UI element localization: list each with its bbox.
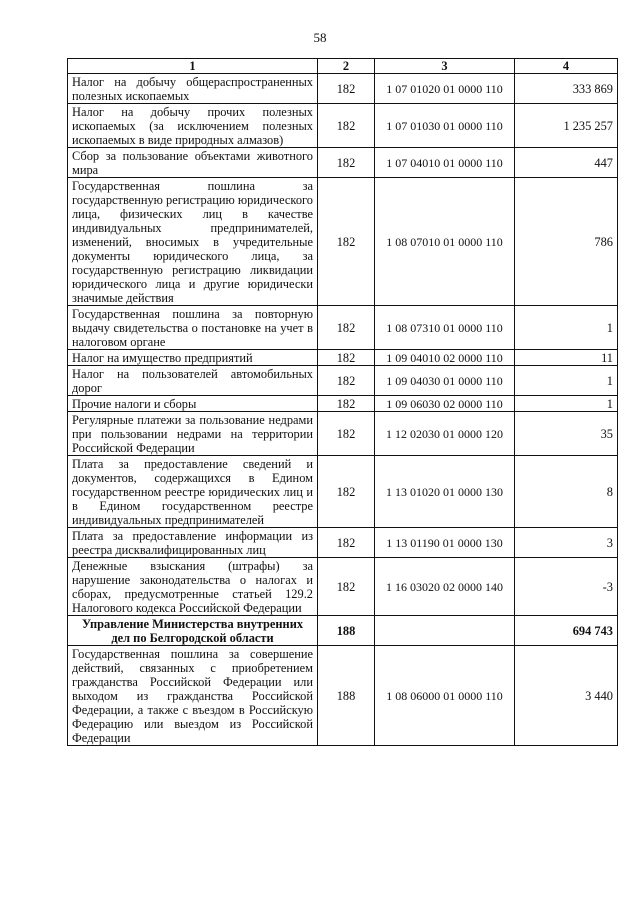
- budget-code-cell: 1 09 04010 02 0000 110: [375, 350, 515, 366]
- admin-code-cell: 182: [318, 528, 375, 558]
- name-cell: Регулярные платежи за пользование недрами при пользовании недрами на территории Российской Федерации: [68, 412, 318, 456]
- admin-code-cell: 182: [318, 456, 375, 528]
- table-row: [68, 456, 618, 528]
- table-row: [68, 412, 618, 456]
- admin-code-cell: 182: [318, 178, 375, 306]
- budget-code-cell: 1 09 04030 01 0000 110: [375, 366, 515, 396]
- table-row: [68, 350, 618, 366]
- table-row: [68, 178, 618, 306]
- header-col-2: 2: [318, 59, 375, 74]
- budget-code-cell: 1 13 01190 01 0000 130: [375, 528, 515, 558]
- amount-cell: 11: [515, 350, 618, 366]
- amount-cell: 1: [515, 396, 618, 412]
- budget-code-cell: 1 12 02030 01 0000 120: [375, 412, 515, 456]
- name-cell: Плата за предоставление информации из реестра дисквалифицированных лиц: [68, 528, 318, 558]
- amount-cell: 8: [515, 456, 618, 528]
- table-row: [68, 396, 618, 412]
- table-row: [68, 616, 618, 646]
- header-col-1: 1: [68, 59, 318, 74]
- name-cell: Сбор за пользование объектами животного мира: [68, 148, 318, 178]
- name-cell: Денежные взыскания (штрафы) за нарушение законодательства о налогах и сборах, предусмотренные статьей 129.2 Налогового кодекса Российской Федерации: [68, 558, 318, 616]
- admin-code-cell: 182: [318, 396, 375, 412]
- amount-cell: 1: [515, 306, 618, 350]
- name-cell: Прочие налоги и сборы: [68, 396, 318, 412]
- name-cell: Управление Министерства внутренних дел по Белгородской области: [68, 616, 318, 646]
- admin-code-cell: 182: [318, 306, 375, 350]
- amount-cell: -3: [515, 558, 618, 616]
- page-number: 58: [313, 30, 327, 45]
- table-row: [68, 306, 618, 350]
- budget-code-cell: 1 16 03020 02 0000 140: [375, 558, 515, 616]
- budget-code-cell: 1 08 07010 01 0000 110: [375, 178, 515, 306]
- name-cell: Налог на имущество предприятий: [68, 350, 318, 366]
- amount-cell: 786: [515, 178, 618, 306]
- table-row: [68, 74, 618, 104]
- table-row: [68, 558, 618, 616]
- amount-cell: 3: [515, 528, 618, 558]
- name-cell: Налог на пользователей автомобильных дорог: [68, 366, 318, 396]
- table-row: [68, 646, 618, 746]
- budget-code-cell: 1 07 04010 01 0000 110: [375, 148, 515, 178]
- budget-revenue-table: [67, 58, 618, 746]
- budget-code-cell: 1 13 01020 01 0000 130: [375, 456, 515, 528]
- budget-code-cell: [375, 616, 515, 646]
- amount-cell: 35: [515, 412, 618, 456]
- name-cell: Государственная пошлина за повторную выдачу свидетельства о постановке на учет в налоговом органе: [68, 306, 318, 350]
- table-body: [68, 74, 618, 746]
- table-row: [68, 104, 618, 148]
- amount-cell: 694 743: [515, 616, 618, 646]
- budget-code-cell: 1 09 06030 02 0000 110: [375, 396, 515, 412]
- amount-cell: 333 869: [515, 74, 618, 104]
- admin-code-cell: 182: [318, 148, 375, 178]
- admin-code-cell: 182: [318, 558, 375, 616]
- admin-code-cell: 188: [318, 616, 375, 646]
- name-cell: Налог на добычу прочих полезных ископаемых (за исключением полезных ископаемых в виде природных алмазов): [68, 104, 318, 148]
- amount-cell: 1: [515, 366, 618, 396]
- name-cell: Плата за предоставление сведений и документов, содержащихся в Едином государственном реестре юридических лиц и в Едином государственном реестре индивидуальных предпринимателей: [68, 456, 318, 528]
- name-cell: Государственная пошлина за государственную регистрацию юридического лица, физических лиц в качестве индивидуальных предпринимателей, изменений, вносимых в учредительные документы юридического лица, за государственную регистрацию ликвидации юридического лица и другие юридически значимые действия: [68, 178, 318, 306]
- admin-code-cell: 188: [318, 646, 375, 746]
- name-cell: Налог на добычу общераспространенных полезных ископаемых: [68, 74, 318, 104]
- amount-cell: 447: [515, 148, 618, 178]
- amount-cell: 3 440: [515, 646, 618, 746]
- admin-code-cell: 182: [318, 412, 375, 456]
- table-header-row: [68, 59, 618, 74]
- header-col-4: 4: [515, 59, 618, 74]
- table-row: [68, 528, 618, 558]
- budget-code-cell: 1 08 06000 01 0000 110: [375, 646, 515, 746]
- budget-code-cell: 1 07 01030 01 0000 110: [375, 104, 515, 148]
- admin-code-cell: 182: [318, 366, 375, 396]
- name-cell: Государственная пошлина за совершение действий, связанных с приобретением гражданства Российской Федерации или выходом из гражданства Российской Федерации, а также с въездом в Российскую Федерацию или выездом из Российской Федерации: [68, 646, 318, 746]
- table-row: [68, 148, 618, 178]
- header-col-3: 3: [375, 59, 515, 74]
- admin-code-cell: 182: [318, 74, 375, 104]
- amount-cell: 1 235 257: [515, 104, 618, 148]
- budget-code-cell: 1 08 07310 01 0000 110: [375, 306, 515, 350]
- table-row: [68, 366, 618, 396]
- admin-code-cell: 182: [318, 104, 375, 148]
- budget-code-cell: 1 07 01020 01 0000 110: [375, 74, 515, 104]
- admin-code-cell: 182: [318, 350, 375, 366]
